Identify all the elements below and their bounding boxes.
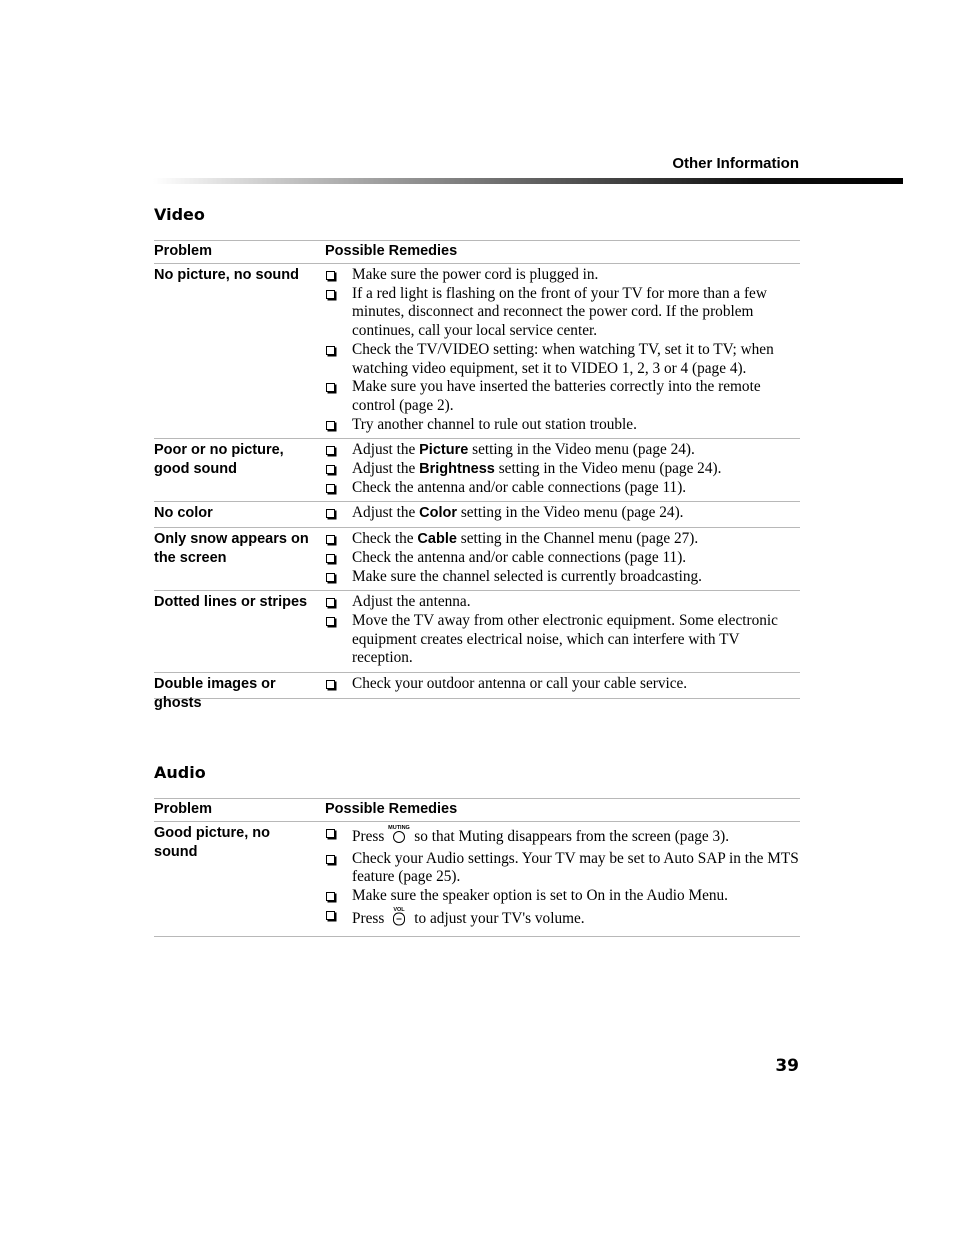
checkbox-bullet-icon xyxy=(326,346,335,355)
remedies-list xyxy=(325,441,800,497)
checkbox-bullet-icon xyxy=(326,554,335,563)
remedy-text: setting in the Video menu (page 24). xyxy=(468,441,695,459)
remedy-text: setting in the Channel menu (page 27). xyxy=(456,530,699,548)
remedy-item xyxy=(325,504,800,523)
remedy-text: Adjust the xyxy=(352,504,420,522)
remedy-text: Check the antenna and/or cable connections (page 11). xyxy=(352,548,687,566)
remedy-item xyxy=(325,460,800,479)
video-troubleshooting-table xyxy=(154,240,800,711)
remedy-item xyxy=(325,341,800,378)
remedy-item xyxy=(325,824,800,850)
remedy-text: Press xyxy=(352,909,385,927)
checkbox-bullet-icon xyxy=(326,829,335,838)
remedy-item xyxy=(325,266,800,285)
remedy-text: Check your Audio settings. Your TV may be set to Auto SAP in the MTS feature (page 25). xyxy=(352,849,799,886)
remedy-item xyxy=(325,479,800,498)
checkbox-bullet-icon xyxy=(326,290,335,299)
running-header: Other Information xyxy=(672,155,799,172)
remedies-list xyxy=(325,530,800,586)
column-header-problem: Problem xyxy=(154,243,213,259)
video-section-title: Video xyxy=(154,205,205,224)
remedy-text: Move the TV away from other electronic equipment. Some electronic equipment creates electrical noise, which can interfere with TV reception. xyxy=(352,611,778,667)
table-header xyxy=(154,798,800,822)
remedy-item xyxy=(325,593,800,612)
table-header xyxy=(154,240,800,264)
table-row xyxy=(154,502,800,528)
remedy-text: Make sure the power cord is plugged in. xyxy=(352,266,599,283)
menu-setting-name: Brightness xyxy=(419,461,495,478)
menu-setting-name: Cable xyxy=(417,531,457,548)
remedy-item xyxy=(325,530,800,549)
checkbox-bullet-icon xyxy=(326,911,335,920)
checkbox-bullet-icon xyxy=(326,573,335,582)
column-header-problem: Problem xyxy=(154,801,213,817)
checkbox-bullet-icon xyxy=(326,509,335,518)
remedy-text: Adjust the xyxy=(352,441,420,459)
problem-cell: No picture, no sound xyxy=(154,267,299,283)
problem-cell: Double images or ghosts xyxy=(154,676,276,711)
remedy-item xyxy=(325,887,800,906)
remedy-item xyxy=(325,675,800,694)
remedy-text: setting in the Video menu (page 24). xyxy=(494,460,722,478)
checkbox-bullet-icon xyxy=(326,271,335,280)
remedy-text: setting in the Video menu (page 24). xyxy=(457,504,684,522)
remedies-list xyxy=(325,266,800,434)
table-row xyxy=(154,528,800,591)
remedy-text: Check your outdoor antenna or call your cable service. xyxy=(352,675,688,693)
checkbox-bullet-icon xyxy=(326,446,335,455)
remedy-item xyxy=(325,906,800,932)
problem-cell: Dotted lines or stripes xyxy=(154,594,308,611)
table-row xyxy=(154,591,800,673)
table-row xyxy=(154,264,800,439)
checkbox-bullet-icon xyxy=(326,617,335,626)
problem-cell: Only snow appears on the screen xyxy=(154,531,309,566)
remedy-text: to adjust your TV's volume. xyxy=(414,909,585,927)
remedies-list xyxy=(325,593,800,668)
button-icon-label: MUTING xyxy=(388,825,411,831)
checkbox-bullet-icon xyxy=(326,535,335,544)
remedy-item xyxy=(325,416,800,435)
page-number: 39 xyxy=(775,1056,799,1076)
table-row xyxy=(154,822,800,937)
checkbox-bullet-icon xyxy=(326,855,335,864)
remedies-list xyxy=(325,675,800,694)
checkbox-bullet-icon xyxy=(326,421,335,430)
checkbox-bullet-icon xyxy=(326,680,335,689)
remedy-item xyxy=(325,378,800,415)
checkbox-bullet-icon xyxy=(326,465,335,474)
checkbox-bullet-icon xyxy=(326,892,335,901)
audio-troubleshooting-table xyxy=(154,798,800,937)
checkbox-bullet-icon xyxy=(326,383,335,392)
table-row xyxy=(154,439,800,502)
volume-button-icon xyxy=(387,906,411,932)
remedy-text: Press xyxy=(352,828,385,845)
remedy-item xyxy=(325,850,800,887)
menu-setting-name: Color xyxy=(419,505,457,522)
remedy-text: Try another channel to rule out station trouble. xyxy=(352,415,637,433)
problem-cell: No color xyxy=(154,505,213,522)
checkbox-bullet-icon xyxy=(326,598,335,607)
remedy-item xyxy=(325,549,800,568)
remedy-text: Make sure the channel selected is currently broadcasting. xyxy=(352,567,702,585)
remedy-item xyxy=(325,568,800,587)
remedy-text: Check the antenna and/or cable connections (page 11). xyxy=(352,478,687,496)
audio-section-title: Audio xyxy=(154,763,206,782)
header-rule xyxy=(153,178,903,184)
remedy-text: Check the TV/VIDEO setting: when watching TV, set it to TV; when watching video equipment, set it to VIDEO 1, 2, 3 or 4 (page 4). xyxy=(352,340,774,377)
column-header-remedies: Possible Remedies xyxy=(325,243,458,259)
remedies-list xyxy=(325,824,800,932)
remedy-text: Check the xyxy=(352,530,418,548)
problem-cell: Good picture, no sound xyxy=(154,825,270,860)
remedy-item xyxy=(325,285,800,341)
remedy-text: Make sure the speaker option is set to On in the Audio Menu. xyxy=(352,887,728,905)
problem-cell: Poor or no picture, good sound xyxy=(154,442,284,477)
remedies-list xyxy=(325,504,800,523)
column-header-remedies: Possible Remedies xyxy=(325,801,458,817)
button-icon-label: VOL xyxy=(393,906,405,913)
table-row xyxy=(154,673,800,711)
muting-button-icon xyxy=(387,824,411,850)
menu-setting-name: Picture xyxy=(419,442,469,459)
remedy-item xyxy=(325,441,800,460)
remedy-item xyxy=(325,612,800,668)
remedy-text: so that Muting disappears from the screen (page 3). xyxy=(414,828,730,845)
remedy-text: Adjust the antenna. xyxy=(352,593,471,611)
remedy-text: If a red light is flashing on the front of your TV for more than a few minutes, disconnect and reconnect the power cord. If the problem continues, call your local service center. xyxy=(352,284,767,340)
remedy-text: Make sure you have inserted the batteries correctly into the remote control (page 2). xyxy=(352,378,761,414)
checkbox-bullet-icon xyxy=(326,484,335,493)
remedy-text: Adjust the xyxy=(352,460,420,478)
